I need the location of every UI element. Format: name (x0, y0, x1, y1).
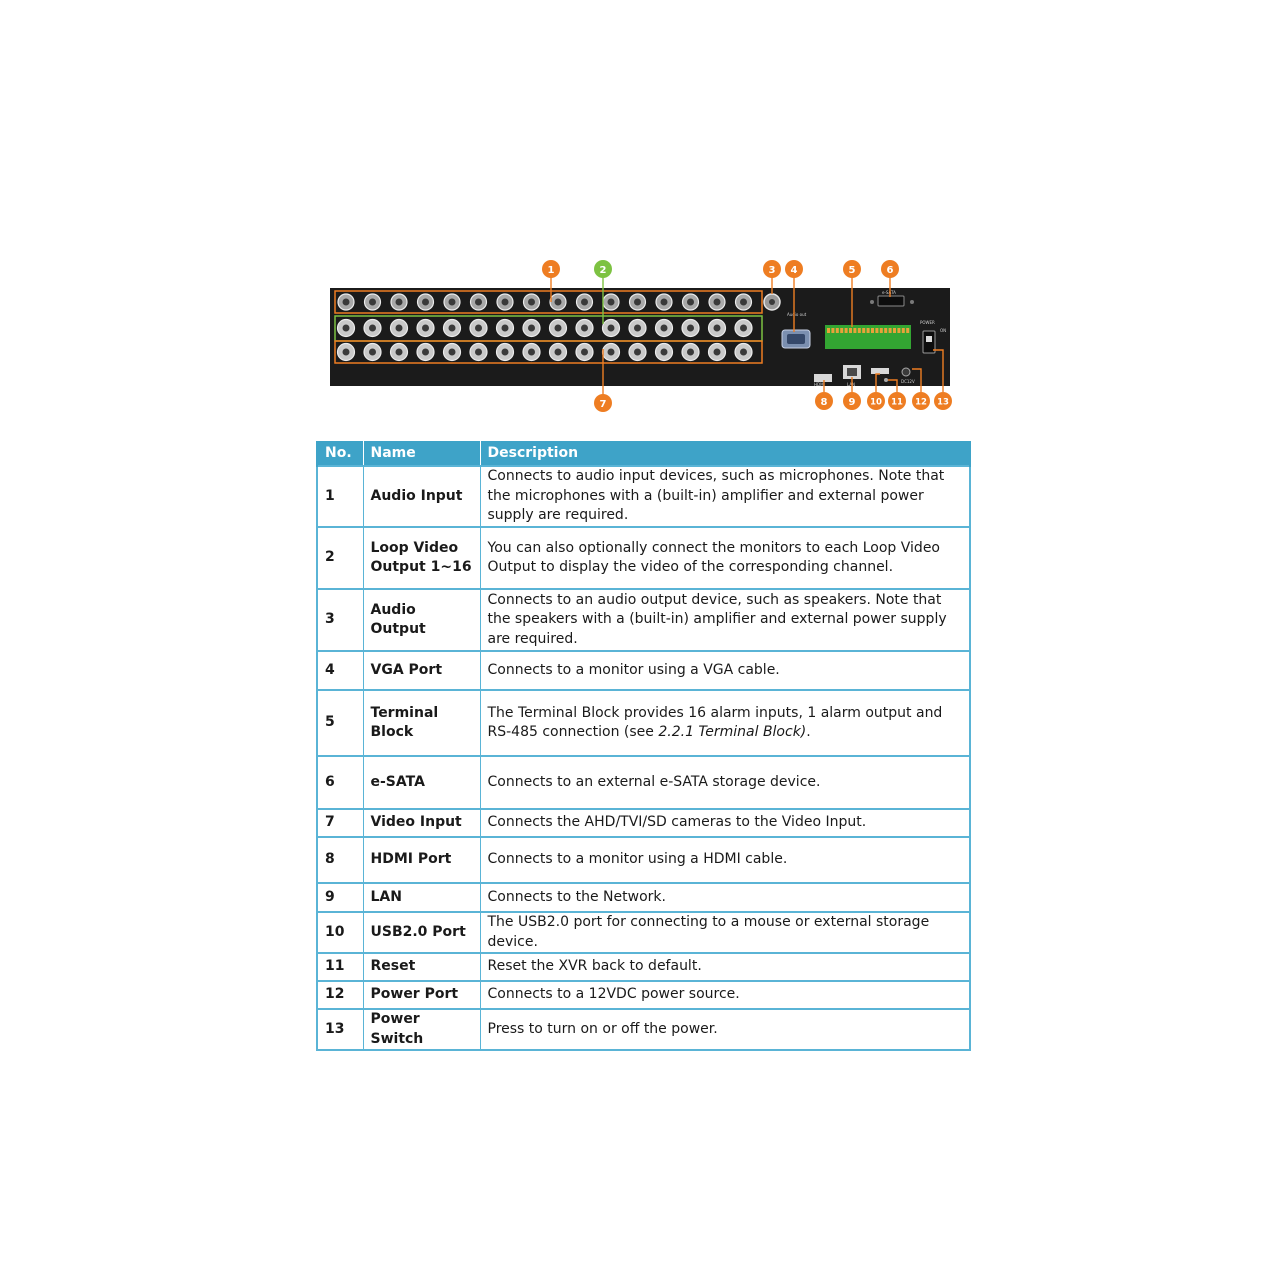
row-description: Connects to audio input devices, such as microphones. Note that the microphones with a (built-in) amplifier and external power supply are required. (480, 466, 970, 527)
bnc-connector-pin (581, 325, 588, 332)
table-row (317, 466, 970, 527)
row-name: Reset (363, 953, 480, 981)
terminal-pin (897, 328, 900, 333)
bnc-connector-pin (714, 299, 721, 306)
row-number: 10 (317, 912, 363, 953)
bnc-connector-pin (396, 349, 403, 356)
bnc-connector-pin (422, 299, 429, 306)
callout-5-label: 5 (848, 265, 856, 276)
row-name: Terminal Block (363, 690, 480, 756)
terminal-pin (827, 328, 830, 333)
bnc-connector-pin (528, 325, 535, 332)
bnc-connector-pin (369, 325, 376, 332)
bnc-connector-pin (714, 349, 721, 356)
row-name: e-SATA (363, 756, 480, 809)
row-name: Power Switch (363, 1009, 480, 1050)
row-number: 11 (317, 953, 363, 981)
row-name: LAN (363, 883, 480, 912)
bnc-connector-pin (581, 299, 588, 306)
bnc-connector-pin (502, 349, 509, 356)
audio-output-pin (769, 299, 775, 305)
bnc-connector-pin (449, 325, 456, 332)
bnc-connector-pin (740, 325, 747, 332)
row-name: Audio Output (363, 589, 480, 651)
lan-port-socket (847, 368, 857, 376)
row-number: 4 (317, 651, 363, 690)
terminal-pin (840, 328, 843, 333)
row-description: Connects to the Network. (480, 883, 970, 912)
row-number: 7 (317, 809, 363, 837)
row-name: Video Input (363, 809, 480, 837)
audio-out-label: Audio out (787, 312, 807, 317)
terminal-pin (845, 328, 848, 333)
row-description: The USB2.0 port for connecting to a mouse or external storage device. (480, 912, 970, 953)
bnc-connector-pin (661, 349, 668, 356)
bnc-connector-pin (396, 325, 403, 332)
esata-label: e-SATA (882, 290, 896, 295)
power-jack (902, 368, 910, 376)
table-row (317, 953, 970, 981)
row-description: Connects to an audio output device, such as speakers. Note that the speakers with a (built-in) amplifier and external power supply are required. (480, 589, 970, 651)
terminal-pin (853, 328, 856, 333)
callout-6-label: 6 (886, 265, 894, 276)
row-description: Press to turn on or off the power. (480, 1009, 970, 1050)
row-number: 6 (317, 756, 363, 809)
esata-port (878, 296, 904, 306)
ports-table-container (316, 441, 969, 1051)
bnc-connector-pin (475, 325, 482, 332)
table-row (317, 651, 970, 690)
terminal-pin (902, 328, 905, 333)
terminal-pin (831, 328, 834, 333)
table-row (317, 756, 970, 809)
bnc-connector-pin (422, 325, 429, 332)
bnc-connector-pin (502, 325, 509, 332)
row-description-tail: . (806, 724, 811, 740)
table-row (317, 883, 970, 912)
bnc-connector-pin (555, 349, 562, 356)
callout-11-label: 11 (891, 397, 903, 408)
callout-3-label: 3 (768, 265, 776, 276)
table-row (317, 1009, 970, 1050)
terminal-pin (867, 328, 870, 333)
bnc-connector-pin (634, 299, 641, 306)
bnc-connector-pin (608, 325, 615, 332)
table-row (317, 527, 970, 589)
row-description: Connects to a monitor using a HDMI cable. (480, 837, 970, 883)
terminal-pin (906, 328, 909, 333)
terminal-pin (862, 328, 865, 333)
bnc-connector-pin (475, 349, 482, 356)
bnc-connector-pin (714, 325, 721, 332)
table-row (317, 690, 970, 756)
callout-8-label: 8 (820, 397, 828, 408)
bnc-connector-pin (740, 349, 747, 356)
header-name: Name (363, 441, 480, 466)
row-name: Power Port (363, 981, 480, 1009)
row-description-text: The Terminal Block provides 16 alarm inputs, 1 alarm output and RS-485 connection (see (487, 704, 943, 740)
bnc-connector-pin (449, 349, 456, 356)
callout-10-label: 10 (870, 397, 882, 408)
header-description: Description (480, 441, 970, 466)
bnc-connector-pin (555, 299, 562, 306)
bnc-connector-pin (369, 299, 376, 306)
bnc-connector-pin (343, 349, 350, 356)
reset-button (884, 378, 888, 382)
terminal-pin (871, 328, 874, 333)
row-description (480, 690, 970, 756)
bnc-connector-pin (634, 349, 641, 356)
bnc-connector-pin (661, 325, 668, 332)
row-description: Connects to an external e-SATA storage device. (480, 756, 970, 809)
bnc-connector-pin (634, 325, 641, 332)
bnc-connector-pin (608, 299, 615, 306)
callout-12-label: 12 (915, 397, 927, 408)
row-number: 9 (317, 883, 363, 912)
bnc-connector-pin (475, 299, 482, 306)
bnc-connector-pin (608, 349, 615, 356)
row-name: USB2.0 Port (363, 912, 480, 953)
callout-13-label: 13 (937, 397, 949, 408)
row-name: VGA Port (363, 651, 480, 690)
row-number: 12 (317, 981, 363, 1009)
row-number: 1 (317, 466, 363, 527)
row-number: 2 (317, 527, 363, 589)
terminal-pin (893, 328, 896, 333)
callout-9-label: 9 (848, 397, 856, 408)
row-number: 5 (317, 690, 363, 756)
row-description: Reset the XVR back to default. (480, 953, 970, 981)
hdmi-label: HDMI (814, 382, 825, 387)
bnc-connector-pin (555, 325, 562, 332)
table-row (317, 981, 970, 1009)
row-description: Connects the AHD/TVI/SD cameras to the Video Input. (480, 809, 970, 837)
callout-1-label: 1 (547, 265, 555, 276)
bnc-connector-pin (422, 349, 429, 356)
dc12v-label: DC12V (901, 379, 915, 384)
terminal-pin (880, 328, 883, 333)
terminal-pin (875, 328, 878, 333)
rear-panel-diagram (320, 252, 970, 422)
table-header-row (317, 441, 970, 466)
callout-2-label: 2 (599, 265, 607, 276)
row-name: HDMI Port (363, 837, 480, 883)
bnc-connector-pin (528, 299, 535, 306)
callout-4-label: 4 (790, 265, 798, 276)
table-row (317, 912, 970, 953)
bnc-connector-pin (343, 325, 350, 332)
row-number: 8 (317, 837, 363, 883)
bnc-connector-pin (740, 299, 747, 306)
table-row (317, 589, 970, 651)
table-row (317, 809, 970, 837)
terminal-pin (836, 328, 839, 333)
esata-screw-right (910, 300, 914, 304)
callout-7-label: 7 (599, 399, 607, 410)
power-label: POWER (920, 320, 935, 325)
lan-label: LAN (847, 382, 856, 387)
hdmi-port (814, 374, 832, 382)
header-no: No. (317, 441, 363, 466)
power-switch-rocker (926, 336, 932, 342)
ports-table (316, 441, 971, 1051)
row-number: 13 (317, 1009, 363, 1050)
bnc-connector-pin (369, 349, 376, 356)
bnc-connector-pin (661, 299, 668, 306)
bnc-connector-pin (687, 325, 694, 332)
bnc-connector-pin (396, 299, 403, 306)
bnc-connector-pin (687, 349, 694, 356)
bnc-connector-pin (449, 299, 456, 306)
row-description: Connects to a monitor using a VGA cable. (480, 651, 970, 690)
bnc-connector-pin (502, 299, 509, 306)
row-name: Audio Input (363, 466, 480, 527)
rear-panel-figure (320, 252, 970, 422)
usb-port (871, 368, 889, 374)
row-description: You can also optionally connect the monitors to each Loop Video Output to display the video of the corresponding channel. (480, 527, 970, 589)
bnc-connector-pin (581, 349, 588, 356)
terminal-pin (889, 328, 892, 333)
terminal-pin (858, 328, 861, 333)
table-row (317, 837, 970, 883)
terminal-pin (849, 328, 852, 333)
row-description: Connects to a 12VDC power source. (480, 981, 970, 1009)
esata-screw-left (870, 300, 874, 304)
bnc-connector-pin (528, 349, 535, 356)
row-number: 3 (317, 589, 363, 651)
terminal-pin (884, 328, 887, 333)
section-reference: 2.2.1 Terminal Block) (658, 724, 807, 740)
row-name: Loop Video Output 1~16 (363, 527, 480, 589)
bnc-connector-pin (687, 299, 694, 306)
vga-port-socket (787, 334, 805, 344)
bnc-connector-pin (343, 299, 350, 306)
power-on-label: ON (940, 328, 947, 333)
